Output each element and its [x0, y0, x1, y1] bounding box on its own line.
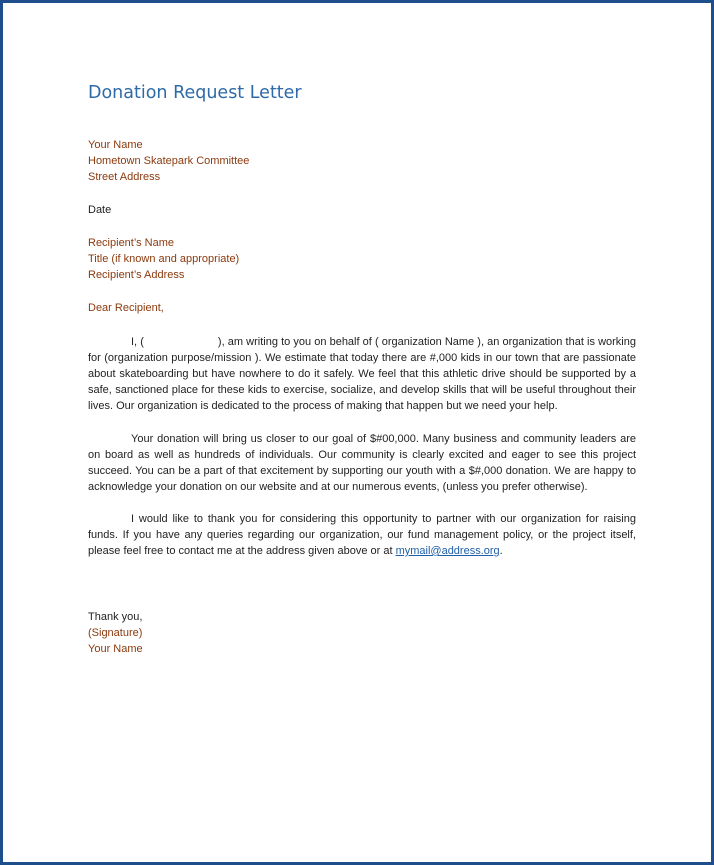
salutation: Dear Recipient,	[88, 302, 164, 314]
letter-date: Date	[88, 204, 112, 216]
email-link[interactable]: mymail@address.org	[395, 545, 500, 557]
closing-signature: (Signature)	[88, 627, 143, 639]
body-paragraph-3	[88, 511, 636, 559]
body-paragraph-2: Your donation will bring us closer to our goal of $#00,000. Many business and community leaders are on board as well as hundreds of individuals. Our community is clearly excited and eager to see this project succeed. You can be a part of that excitement by supporting our youth with a $#,000 donation. We are happy to acknowledge your donation on our website and at our numerous events, (unless you prefer otherwise).	[88, 433, 636, 493]
paragraph-3-text: I would like to thank you for considering this opportunity to partner with our organization for raising funds. If you have any queries regarding our organization, our fund management policy, or the project itself, please feel free to contact me at the address given above or at	[88, 513, 636, 557]
closing-name: Your Name	[88, 643, 143, 655]
sender-address: Street Address	[88, 171, 161, 183]
recipient-name: Recipient’s Name	[88, 237, 175, 249]
body-paragraph-1	[88, 334, 636, 414]
closing-thanks: Thank you,	[88, 611, 143, 623]
paragraph-1-text: ), am writing to you on behalf of ( organization Name ), an organization that is working for (organization purpose/mission ). We estimate that today there are #,000 kids in our town that are passionate about skateboarding but have nowhere to do it safely. We feel that this athletic drive should be supported by a safe, sanctioned place for these kids to exercise, socialize, and develop skills that will be useful throughout their lives. Our organization is dedicated to the process of making that happen but we need your help.	[88, 336, 636, 412]
sender-name: Your Name	[88, 139, 143, 151]
sender-organization: Hometown Skatepark Committee	[88, 155, 250, 167]
recipient-address: Recipient’s Address	[88, 269, 185, 281]
letter-title: Donation Request Letter	[88, 83, 302, 103]
recipient-title: Title (if known and appropriate)	[88, 253, 240, 265]
paragraph-1-start: I, (	[131, 336, 144, 348]
paragraph-3-end: .	[499, 545, 503, 557]
